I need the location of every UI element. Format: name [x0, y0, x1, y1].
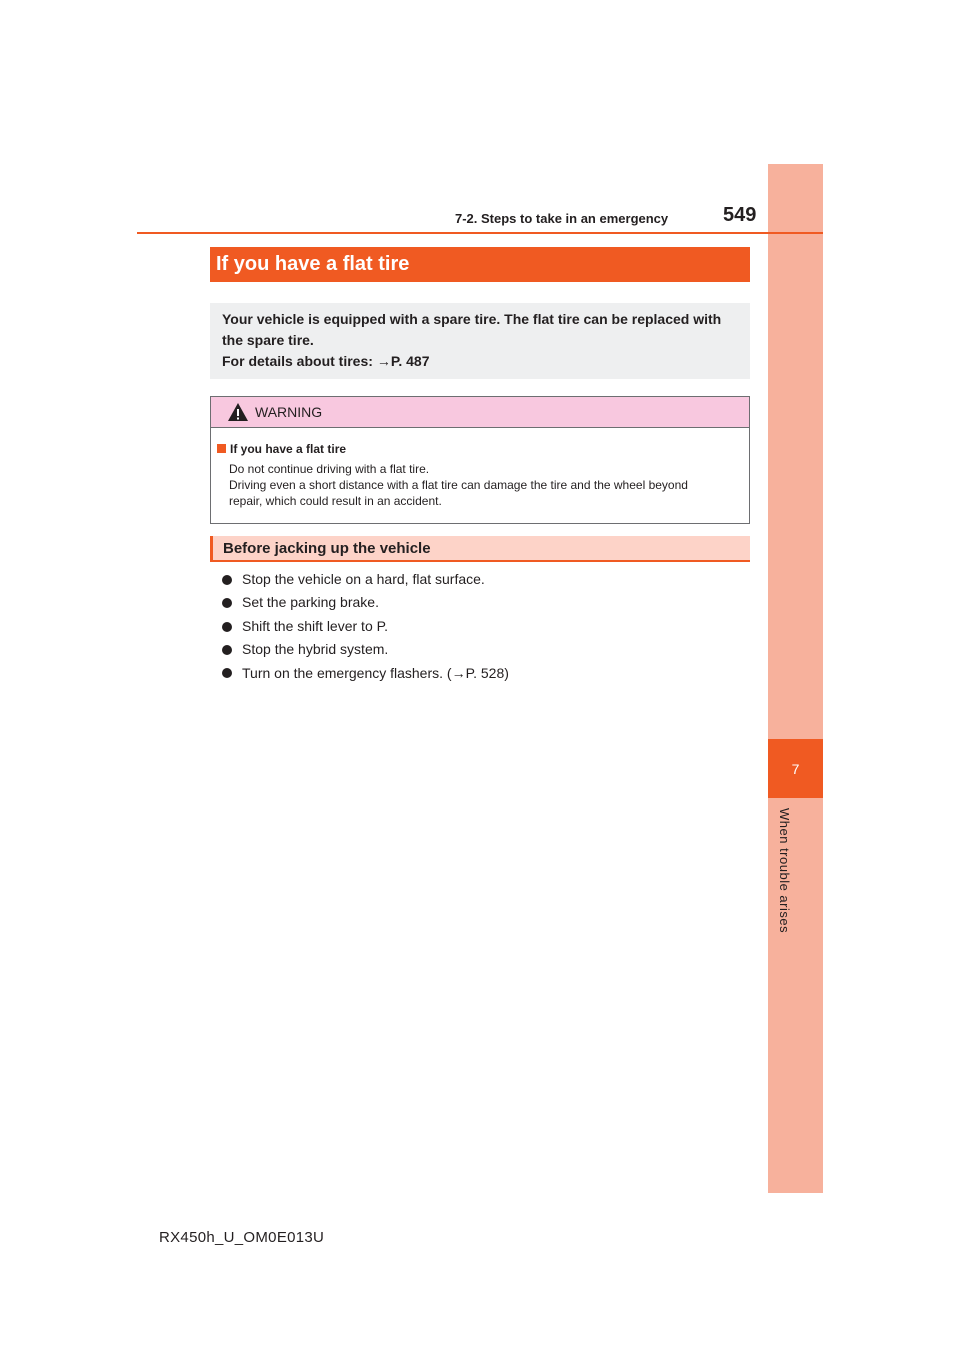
intro-line-1: Your vehicle is equipped with a spare tire. The flat tire can be replaced with: [222, 311, 722, 327]
square-bullet-icon: [217, 444, 226, 453]
list-item-text: Turn on the emergency flashers. (→P. 528): [242, 664, 509, 681]
list-item-text: Set the parking brake.: [242, 594, 379, 611]
list-item: [222, 591, 509, 614]
list-item: [222, 615, 509, 638]
subsection-title: Before jacking up the vehicle: [210, 536, 750, 562]
warning-item-title: [217, 441, 739, 457]
warning-text: [217, 461, 739, 509]
warning-item-title-text: If you have a flat tire: [230, 442, 347, 456]
warning-header: [211, 397, 749, 428]
bullet-icon: [222, 622, 232, 632]
section-header: 7-2. Steps to take in an emergency: [455, 211, 669, 226]
intro-ref-link[interactable]: P. 487: [390, 353, 430, 369]
warning-box: [210, 396, 750, 524]
intro-ref-label: For details about tires:: [222, 353, 377, 369]
bullet-icon: [222, 598, 232, 608]
bullet-icon: [222, 575, 232, 585]
warning-label: WARNING: [255, 404, 323, 420]
bullet-icon: [222, 668, 232, 678]
list-item-text: Stop the vehicle on a hard, flat surface.: [242, 571, 485, 587]
warning-line: Do not continue driving with a flat tire.: [229, 462, 430, 476]
warning-line: Driving even a short distance with a flat tire can damage the tire and the wheel beyond: [229, 478, 688, 492]
arrow-icon: →: [376, 353, 391, 369]
warning-body: [211, 428, 749, 509]
header-rule: [137, 232, 823, 234]
intro-box: [210, 303, 750, 379]
chapter-label: When trouble arises: [777, 808, 792, 934]
bullet-list: [222, 568, 509, 685]
intro-line-3: [222, 351, 740, 372]
bullet-icon: [222, 645, 232, 655]
warning-triangle-icon: [227, 402, 249, 422]
chapter-number: 7: [768, 739, 823, 798]
intro-line-2: the spare tire.: [222, 332, 314, 348]
page-title: If you have a flat tire: [210, 247, 750, 282]
warning-line: repair, which could result in an accident.: [229, 494, 442, 508]
page-number: 549: [723, 204, 757, 226]
list-item-text: Shift the shift lever to P.: [242, 617, 389, 634]
list-item-text: Stop the hybrid system.: [242, 641, 389, 658]
side-tab: [768, 164, 823, 1193]
list-item: [222, 662, 509, 685]
list-item: [222, 638, 509, 661]
footer-doc-id: RX450h_U_OM0E013U: [159, 1229, 325, 1246]
list-item: [222, 568, 509, 591]
